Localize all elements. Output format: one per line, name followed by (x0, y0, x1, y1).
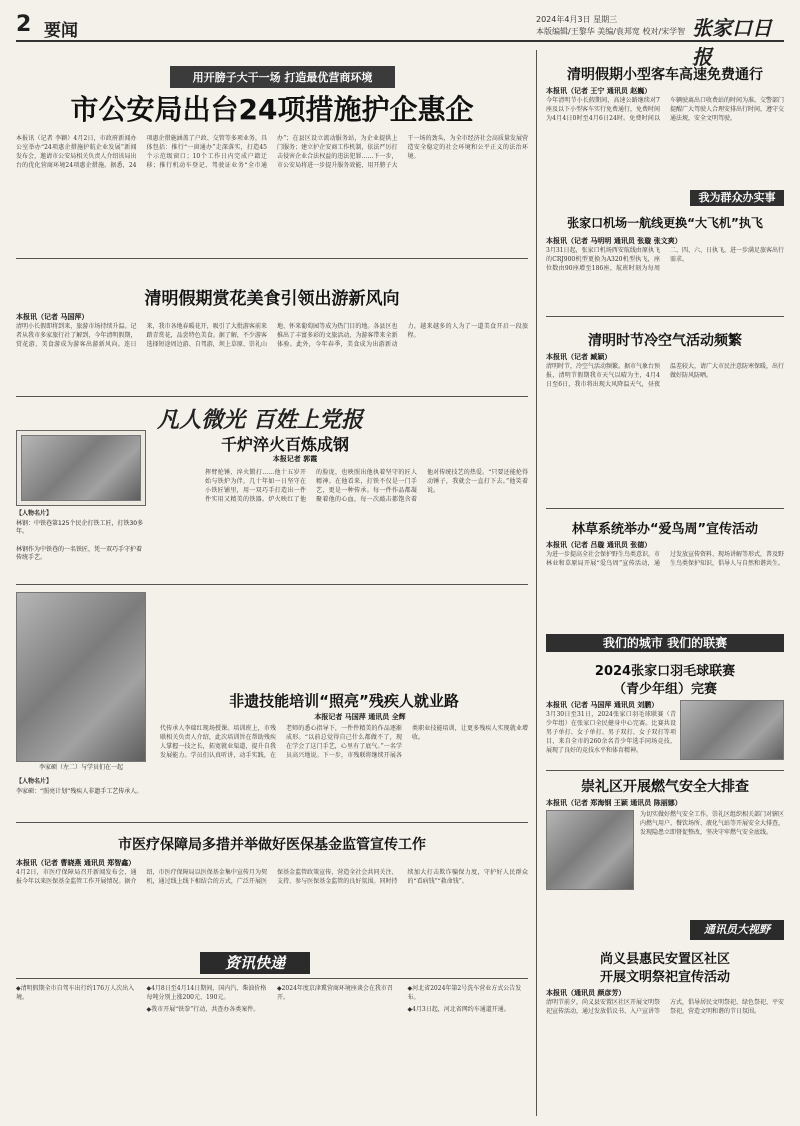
right7-logo: 通讯员大视野 (690, 920, 784, 940)
right1-body: 今年清明节小长假期间，高速公路继续对7座及以下小型客车实行免费通行，免费时间为4月4日0时至4月6日24时。免费时间以车辆驶离出口收费站的时间为准。交警部门提醒广大驾驶人合理安排出行时间，遵守交通法规，安全文明驾驶。 (546, 97, 784, 122)
right1-byline: 本报讯（记者 王宁 通讯员 赵巍） (546, 87, 652, 95)
right5-headline-line2: （青少年组）完赛 (612, 682, 717, 697)
right7-headline-line2: 开展文明祭祀宣传活动 (599, 970, 730, 985)
right4-byline: 本报讯（记者 吕璇 通讯员 张德） (546, 541, 652, 549)
right2-headline: 张家口机场一航线更换“大飞机”执飞 (567, 216, 763, 230)
brief-item: ◆我市开展“铁拳”行动，共查办各类案件。 (146, 1006, 260, 1013)
story2-body: 代传承人李瑞红现场授课。培训班上，市残联相关负责人介绍，此次培训旨在帮助残疾人掌握一技之长，拓宽就业渠道，提升自我发展能力。学员们认真听讲，动手实践，在老师的悉心指导下，一件件精美的作品逐渐成形。“以前总觉得自己什么都做不了，现在学会了这门手艺，心里有了底气。”一名学员高兴地说。下一步，市残联将继续开展各类职业技能培训，让更多残疾人实现就业增收。 (160, 725, 528, 759)
column-body: 挥臂抡锤、淬火锻打……他十五岁开始与铁炉为伴，几十年如一日坚守在小铁匠铺里，用一双巧手打造出一件件实用又精美的铁器。炉火映红了他的脸庞，也映照出他执着坚守的匠人精神。在他看来，打铁不仅是一门手艺，更是一种传承。每一件作品都凝聚着他的心血，每一次敲击都饱含着他对传统技艺的热爱。“只要还能抡得动锤子，我就会一直打下去。”他笑着说。 (205, 469, 528, 503)
story1-byline: 本报讯（记者 马国萍） (16, 313, 89, 321)
right6-headline: 崇礼区开展燃气安全大排查 (581, 779, 749, 795)
column-brand: 凡人微光 百姓上党报 (157, 407, 363, 433)
right3-headline: 清明时节冷空气活动频繁 (588, 333, 742, 349)
divider (546, 316, 784, 317)
right3-body: 清明时节，冷空气活动频繁。据市气象台预报，清明节假期我市天气以晴为主，4月4日至6日，我市将出现大风降温天气，昼夜温差较大，请广大市民注意防寒保暖，出行做好防风防晒。 (546, 363, 784, 388)
paper-logo: 张家口日报 (692, 16, 772, 69)
divider (546, 508, 784, 509)
story3-byline: 本报讯（记者 曹晓燕 通讯员 郑智鑫） (16, 859, 136, 867)
lead-kicker: 用开膀子大干一场 打造最优营商环境 (170, 66, 395, 88)
right1-tag: 我为群众办实事 (690, 190, 784, 206)
column-headline: 千炉淬火百炼成钢 (220, 435, 349, 454)
story2-byline: 本报记者 马国萍 通讯员 全辉 (314, 713, 406, 721)
brief-item: ◆4月3日起，河北省网约车通道开通。 (407, 1006, 510, 1013)
blacksmith-photo (21, 435, 141, 501)
brief-item: ◆河北省2024年第2号洗车营业方式公告发布。 (407, 985, 522, 1001)
person-card-caption: 林钢作为中铁巷的一名铁匠，凭一双巧手守护着传统手艺。 (16, 546, 143, 561)
masthead (16, 12, 784, 69)
right6-byline: 本报讯（记者 郑海钢 王颖 通讯员 陈丽娜） (546, 799, 682, 807)
person-card-text: 李家硕：“照亮计划”残疾人非遗手工艺传承人。 (16, 788, 143, 795)
divider (16, 258, 528, 259)
editors-credit: 本版编辑/王黎华 美编/袁邦宽 校对/宋学智 (536, 27, 686, 36)
right4-headline: 林草系统举办“爱鸟周”宣传活动 (571, 522, 759, 537)
divider (16, 978, 528, 979)
brief-item: ◆2024年度京津冀营商环境座谈会在我市召开。 (277, 985, 393, 1001)
right2-byline: 本报讯（记者 马明明 通讯员 张璇 张文爽） (546, 237, 682, 245)
story2-headline: 非遗技能培训“照亮”残疾人就业路 (229, 692, 459, 710)
column-byline: 本报记者 郭霞 (272, 455, 318, 463)
right1-headline: 清明假期小型客车高速免费通行 (567, 67, 763, 83)
section-name: 要闻 (44, 21, 78, 41)
right7-byline: 本报讯（通讯员 颜彦芳） (546, 989, 626, 997)
story1-body: 清明小长假即将到来，旅游市场持续升温。记者从我市多家旅行社了解到，今年清明假期，赏花游、美食游成为游客出游新风向。连日来，我市各地春暖花开，吸引了大批游客前来踏青赏花，品尝特色美食。据了解，不少游客选择短途周边游、自驾游，坝上草原、崇礼山地、怀来葡萄园等成为热门目的地。各县区也推出了丰富多彩的文旅活动，为游客带来全新体验。此外，今年春季，美食成为出游新动力，越来越多的人为了一道美食开启一段旅程。 (16, 323, 528, 348)
person-card-text: 林钢：中铁巷第125个民企打铁工匠，打铁30多年。 (16, 520, 144, 535)
page-number: 2 (16, 12, 32, 37)
brief-news-list (16, 984, 528, 1114)
lead-body: 本报讯（记者 李颖）4月2日，市政府新闻办公室举办“24项惠企措施护航企业发展”新闻发布会，邀请市公安局相关负责人介绍该局出台的优化营商环境24项惠企措施。据悉，24项惠企措施涵盖了户政、交管等多项业务，具体包括：推行“一窗通办”走深落实，打造45个示范级窗口；10个工作日内完成户籍迁移；推行机动车登记、驾驶证业务“全市通办”；在县区设立流动服务站，为企业提供上门服务；建立护企安商工作机制，依法严厉打击侵害企业合法权益的违法犯罪……下一步，市公安局将进一步提升服务效能，用开膀子大干一场的劲头，为全市经济社会高质量发展营造安全稳定的社会环境和公平正义的法治环境。 (16, 135, 528, 169)
right5-body: 3月30日至31日，2024张家口羽毛球联赛（青少年组）在张家口全民健身中心完赛。比赛共设男子单打、女子单打、男子双打、女子双打等项目，来自全市的260余名青少年选手同场竞技，展现了良好的竞技水平和体育精神。 (546, 711, 676, 754)
person-card-label: 【人物名片】 (16, 778, 53, 785)
trainees-photo (16, 592, 146, 762)
person-card-label: 【人物名片】 (16, 510, 53, 517)
right5-byline: 本报讯（记者 马国萍 通讯员 刘鹏） (546, 701, 659, 709)
story3-body: 4月2日，市医疗保障局召开新闻发布会，通报今年以来医保基金监管工作开展情况。据介绍，市医疗保障局以医保基金集中宣传月为契机，通过线上线下相结合的方式，广泛开展医保基金监管政策宣传，营造全社会共同关注、支持、参与医保基金监管的良好氛围。同时持续加大打击欺诈骗保力度，守护好人民群众的“看病钱”“救命钱”。 (16, 869, 528, 885)
right6-body: 为切实做好燃气安全工作，崇礼区组织相关部门对辖区内燃气用户、餐饮场所、液化气站等开展安全大排查，发现隐患立即督促整改，坚决守牢燃气安全底线。 (640, 811, 784, 836)
brief-item: ◆清明假期全市自驾车出行约176万人次出入境。 (16, 985, 135, 1001)
person-card (16, 430, 146, 506)
photo-caption: 李家硕（左二）与学员们在一起 (38, 764, 123, 771)
lead-headline: 市公安局出台24项措施护企惠企 (70, 93, 474, 126)
divider (16, 584, 528, 585)
story1-headline: 清明假期赏花美食引领出游新风向 (144, 289, 400, 309)
badminton-photo (680, 700, 784, 760)
right5-headline-line1: 2024张家口羽毛球联赛 (594, 664, 736, 679)
right3-byline: 本报讯（记者 臧颖） (546, 353, 612, 361)
right7-body: 清明节前夕，尚义县安置区社区开展文明祭祀宣传活动，通过发放倡议书、入户宣讲等方式，倡导居民文明祭祀、绿色祭祀、平安祭祀，营造文明和谐的节日氛围。 (546, 999, 784, 1015)
right5-tag: 我们的城市 我们的联赛 (546, 634, 784, 652)
issue-date: 2024年4月3日 星期三 (536, 15, 618, 24)
story3-headline: 市医疗保障局多措并举做好医保基金监管宣传工作 (118, 837, 426, 853)
divider (16, 396, 528, 397)
column-separator (536, 50, 537, 1116)
gas-inspection-photo (546, 810, 634, 890)
right4-body: 为进一步提高全社会保护野生鸟类意识，市林业和草原局开展“爱鸟周”宣传活动，通过发放宣传资料、现场讲解等形式，普及野生鸟类保护知识，倡导人与自然和谐共生。 (546, 551, 784, 567)
brief-item: ◆4月8日至4月14日期间，国内汽、柴油价格每吨分别上涨200元、190元。 (146, 985, 267, 1001)
right2-body: 3月31日起，张家口机场西安航线由原执飞的CRJ900机型更换为A320机型执飞，座位数由90座增至186座，航班时刻为每周二、四、六、日执飞，进一步满足旅客出行需求。 (546, 247, 784, 272)
divider (546, 770, 784, 771)
right7-headline-line1: 尚义县惠民安置区社区 (599, 952, 730, 967)
brief-news-label: 资讯快递 (200, 952, 310, 974)
divider (16, 822, 528, 823)
